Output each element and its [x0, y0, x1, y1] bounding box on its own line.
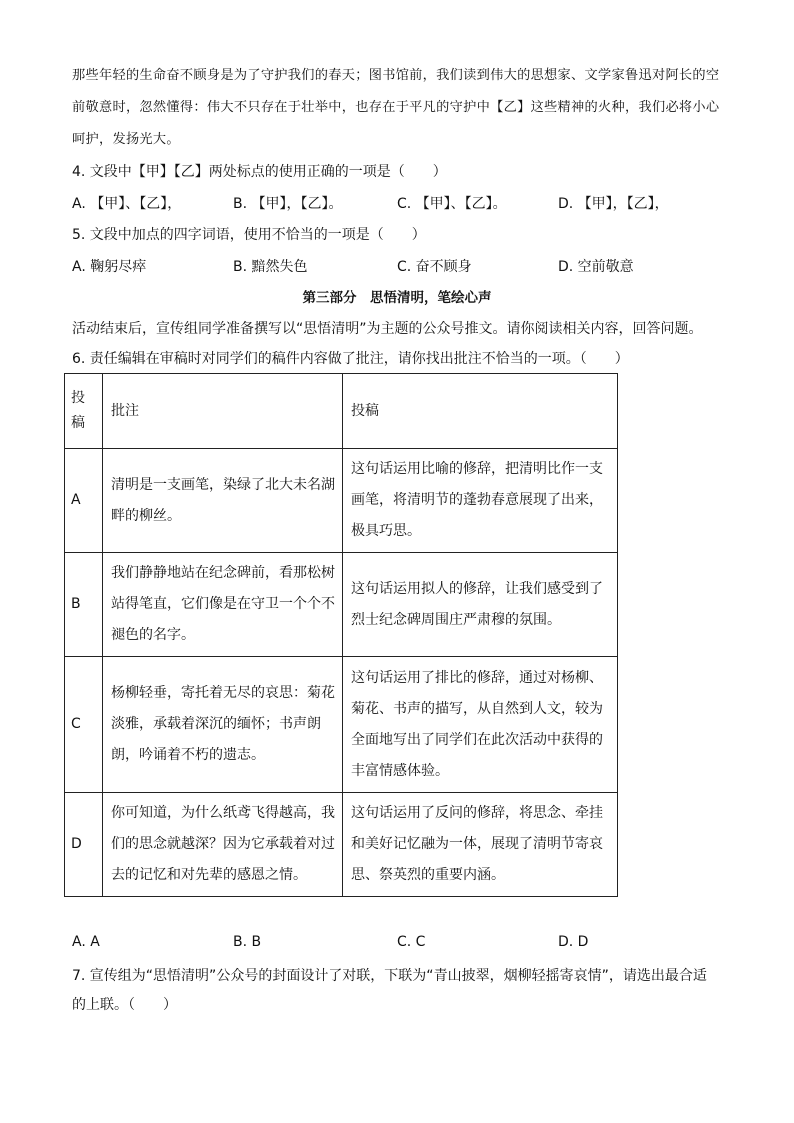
q5-option-d: D. 空前敬意	[558, 259, 634, 275]
row-draft: 清明是一支画笔，染绿了北大未名湖畔的柳丝。	[103, 449, 343, 553]
intro-paragraph: 那些年轻的生命奋不顾身是为了守护我们的春天；图书馆前，我们读到伟大的思想家、文学家鲁迅对阿长的空前敬意时，忽然懂得：伟大不只存在于壮举中，也存在于平凡的守护中【乙】这些精神的火种，我们必将小心呵护，发扬光大。	[72, 68, 720, 147]
annotation-table	[64, 373, 618, 897]
q4-option-d: D. 【甲】，【乙】，	[558, 196, 669, 212]
activity-intro: 活动结束后，宣传组同学准备撰写以“思悟清明”为主题的公众号推文。请你阅读相关内容，回答问题。	[72, 321, 703, 337]
table-row	[65, 793, 618, 897]
q6-option-d: D. D	[558, 934, 589, 950]
q7-stem-line1: 7. 宣传组为“思悟清明”公众号的封面设计了对联，下联为“青山披翠，烟柳轻摇寄哀情”，请选出最合适	[72, 968, 707, 984]
q6-stem: 6. 责任编辑在审稿时对同学们的稿件内容做了批注，请你找出批注不恰当的一项。（ ）	[72, 351, 629, 367]
q5-option-c: C. 奋不顾身	[397, 259, 472, 275]
section-heading: 第三部分 思悟清明，笔绘心声	[302, 290, 492, 306]
q4-option-a: A. 【甲】、【乙】，	[72, 196, 182, 212]
table-row	[65, 553, 618, 657]
row-note: 这句话运用了反问的修辞，将思念、牵挂和美好记忆融为一体，展现了清明节寄哀思、祭英烈的重要内涵。	[343, 793, 618, 897]
q5-stem: 5. 文段中加点的四字词语，使用不恰当的一项是（ ）	[72, 227, 426, 243]
row-label: B	[65, 553, 103, 657]
header-cell-note: 批注	[103, 374, 343, 449]
q6-option-a: A. A	[72, 934, 100, 950]
row-draft: 我们静静地站在纪念碑前，看那松树站得笔直，它们像是在守卫一个个不褪色的名字。	[103, 553, 343, 657]
table-row	[65, 449, 618, 553]
q6-option-b: B. B	[233, 934, 262, 950]
q6-option-c: C. C	[397, 934, 426, 950]
row-label: D	[65, 793, 103, 897]
q4-option-b: B. 【甲】，【乙】。	[233, 196, 343, 212]
row-draft: 你可知道，为什么纸鸢飞得越高，我们的思念就越深？因为它承载着对过去的记忆和对先辈的感恩之情。	[103, 793, 343, 897]
q4-option-c: C. 【甲】、【乙】。	[397, 196, 507, 212]
q4-stem: 4. 文段中【甲】【乙】两处标点的使用正确的一项是（ ）	[72, 164, 447, 180]
table-header-row	[65, 374, 618, 449]
row-note: 这句话运用了排比的修辞，通过对杨柳、菊花、书声的描写，从自然到人文，较为全面地写出了同学们在此次活动中获得的丰富情感体验。	[343, 657, 618, 793]
q7-stem-line2: 的上联。（ ）	[72, 997, 177, 1013]
header-cell-label: 投稿	[65, 374, 103, 449]
q5-option-b: B. 黯然失色	[233, 259, 308, 275]
row-note: 这句话运用拟人的修辞，让我们感受到了烈士纪念碑周围庄严肃穆的氛围。	[343, 553, 618, 657]
row-draft: 杨柳轻垂，寄托着无尽的哀思：菊花淡雅，承载着深沉的缅怀；书声朗朗，吟诵着不朽的遗志。	[103, 657, 343, 793]
header-cell-draft: 投稿	[343, 374, 618, 449]
row-label: C	[65, 657, 103, 793]
q5-option-a: A. 鞠躬尽瘁	[72, 259, 147, 275]
table-row	[65, 657, 618, 793]
row-label: A	[65, 449, 103, 553]
row-note: 这句话运用比喻的修辞，把清明比作一支画笔，将清明节的蓬勃春意展现了出来，极具巧思。	[343, 449, 618, 553]
